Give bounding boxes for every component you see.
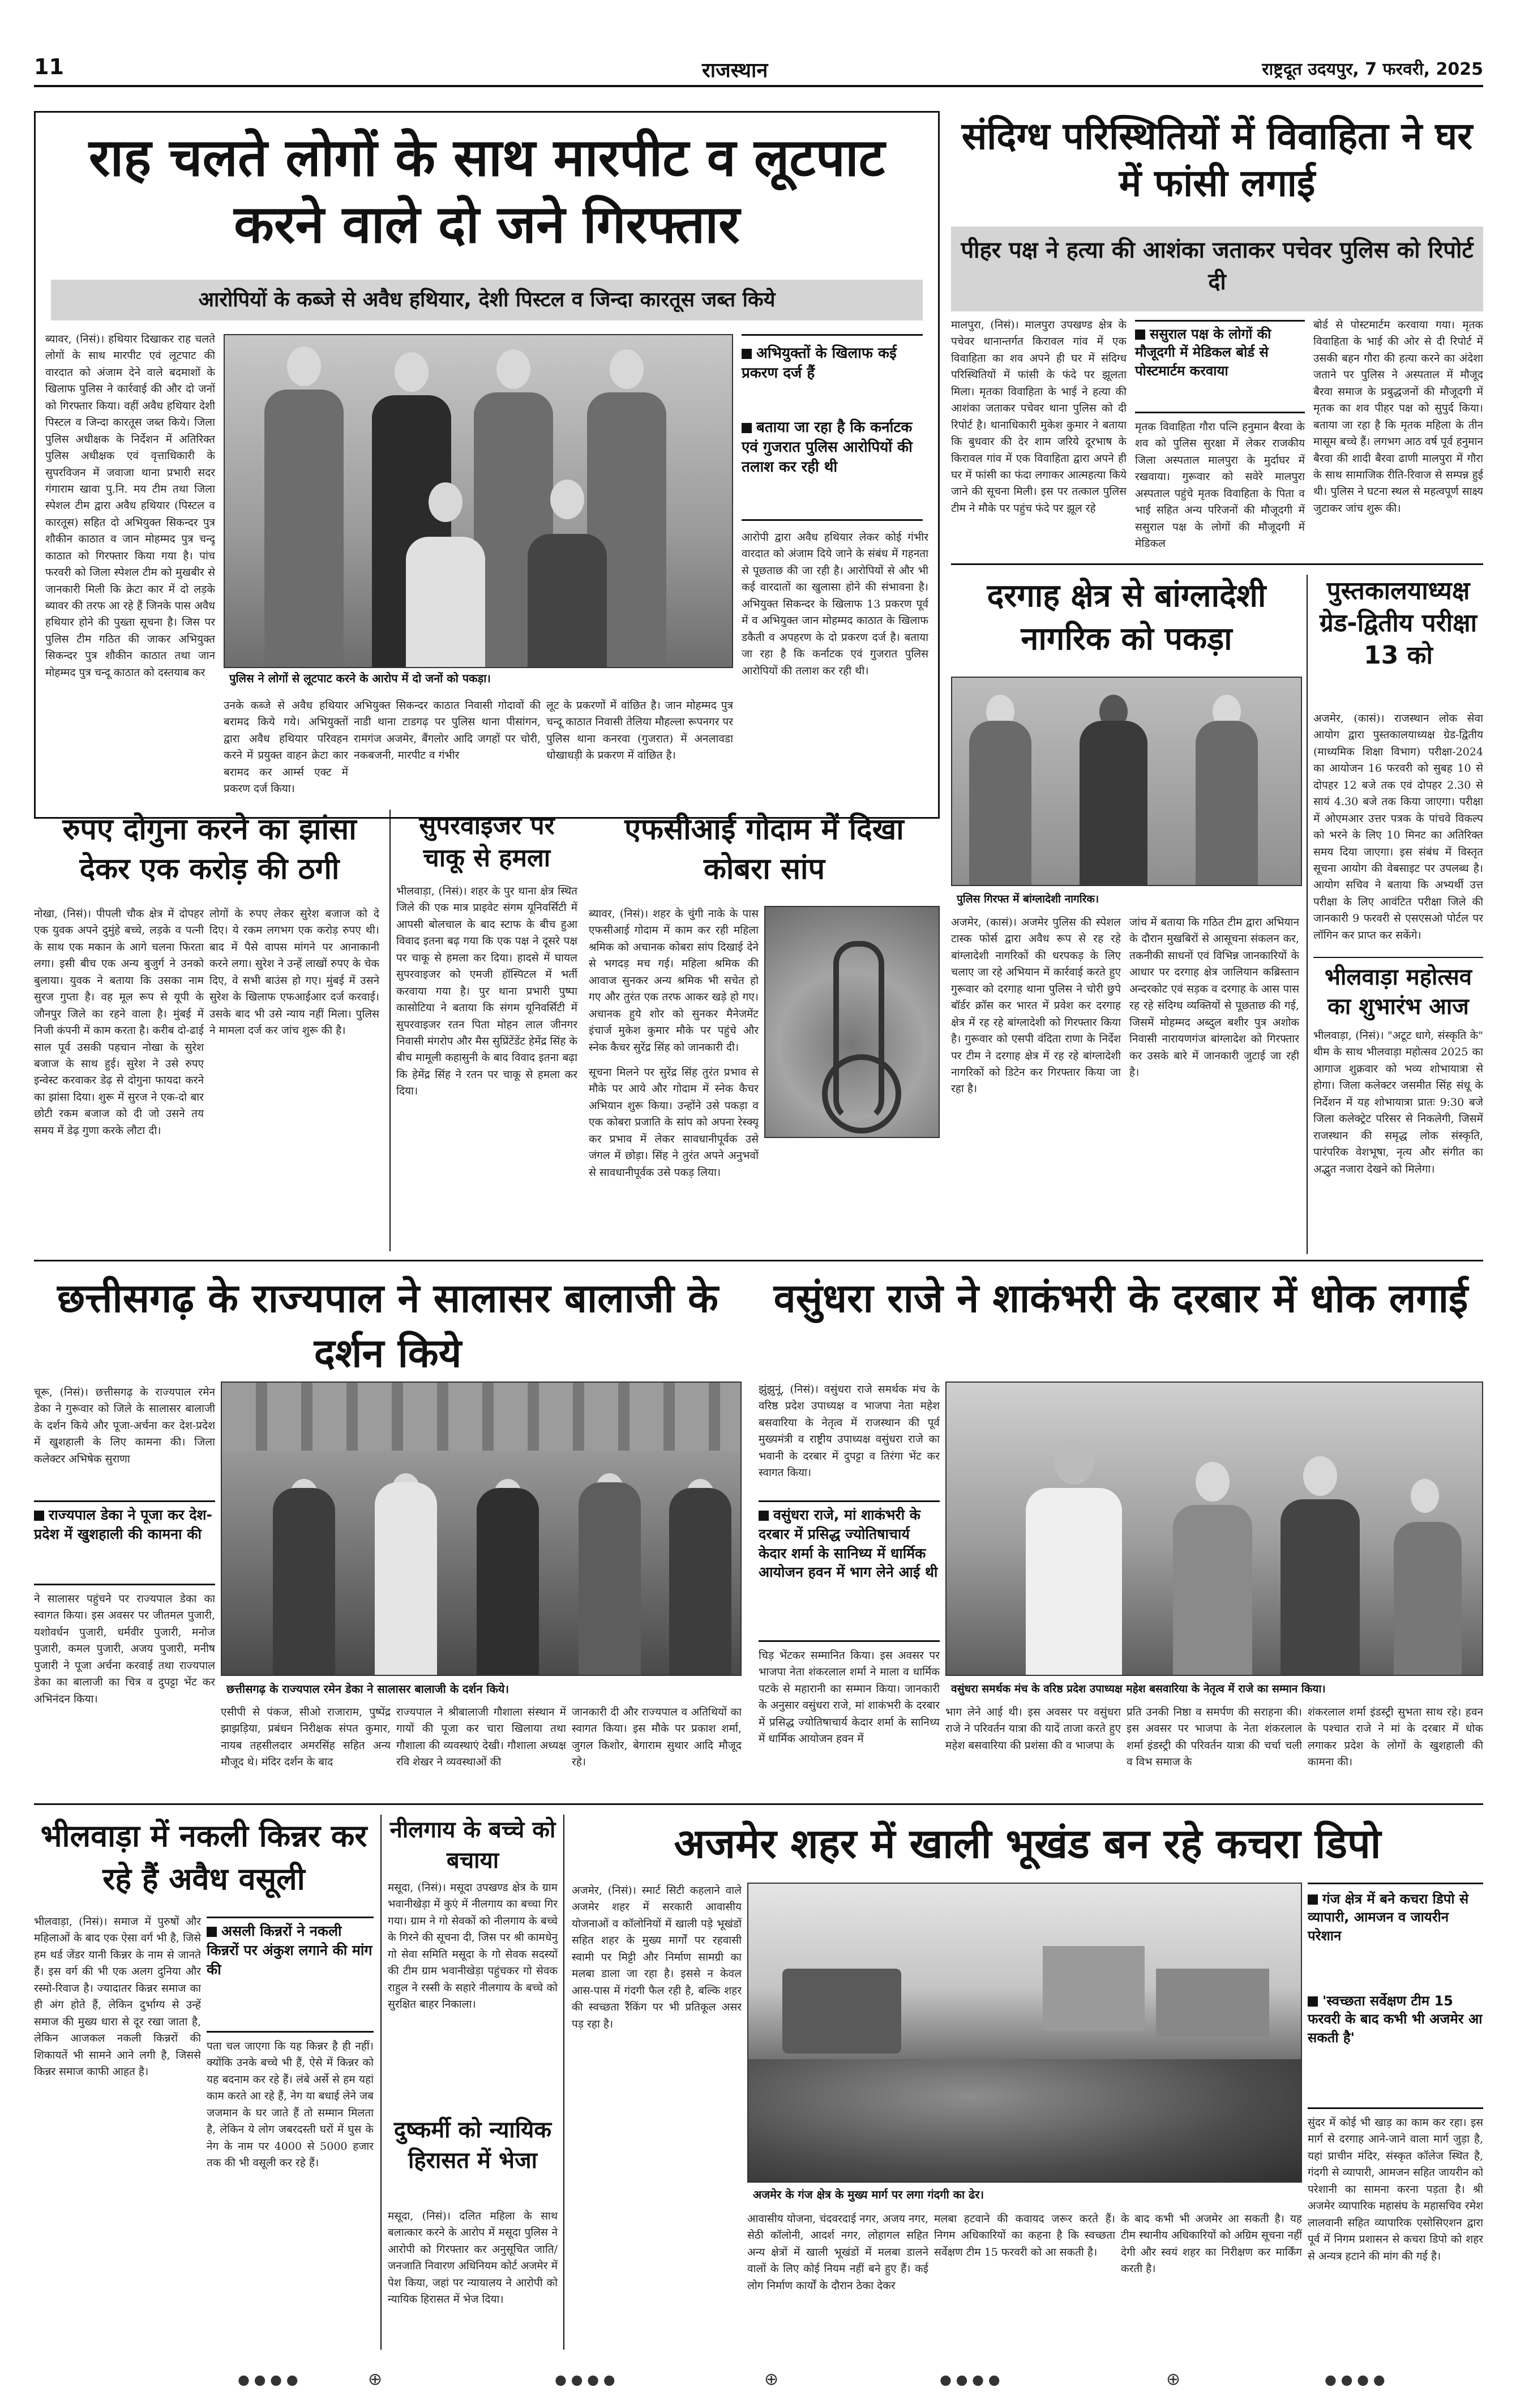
- story-supervisor-body: भीलवाड़ा, (निसं)। शहर के पुर थाना क्षेत्र स्थित जिले की एक मात्र प्राइवेट संगम यूनिवर्सिटी में आपसी बोलचाल के बाद स्टाफ के बीच हुआ विवाद इतना बढ़ गया कि एक पक्ष ने दूसरे पक्ष पर चाकू से हमला कर दिया। हादसे में घायल सुपरवाइजर को एमजी हॉस्पिटल में भर्ती करवाया गया है। पुर थाना प्रभारी पुष्पा कासोटिया ने बताया कि संगम यूनिवर्सिटी में सुपरवाइजर रतन पिता मोहन लाल जीनगर निवासी मंगरोप और मैस सुप्रिंटेंडेंट हेमेंद्र सिंह के बीच मामूली कहासुनी के बाद विवाद इतना बढ़ा कि हेमेंद्र सिंह ने रतन पर चाकू से हमला कर दिया।: [396, 885, 577, 1098]
- story-cobra-headline: एफसीआई गोदाम में दिखा कोबरा सांप: [624, 812, 904, 887]
- story-governor-photo: [221, 1382, 742, 1676]
- story-dargah-col2: जांच में बताया कि गठित टीम द्वारा अभियान के दौरान मुखबिरों से आसूचना संकलन कर, तकनीकी साधनों एवं विभिन्न जानकारियों के आधार पर दरगाह क्षेत्र जालियान कब्रिस्तान अन्दरकोट एवं सड़क व दरगाह के आस पास रह रहे संदिग्ध व्यक्तियों से पूछताछ की गई, जिसमें मोहम्मद अब्दुल बशीर पुत्र अशोक निवासी नारायणगंज बांग्लादेश को गिरफ्तार कर उसके बारे में जानकारी जुटाई जा रही है।: [1129, 916, 1299, 1079]
- story-suicide-col1: मालपुरा, (निसं)। मालपुरा उपखण्ड क्षेत्र के पचेवर थानान्तर्गत किरावल गांव में एक विवाहिता का शव अपने ही घर में संदिग्ध परिस्थितियों में फांसी के फंदे पर झूलता मिला। मृतका विवाहिता के भाई ने हत्या की आशंका जताकर पचेवर थाना पुलिस को दी रिपोर्ट है। थानाधिकारी मुकेश कुमार ने बताया कि बुधवार की देर शाम जरिये दूरभाष के किरावल गांव में एक विवाहिता द्वारा अपने ही घर में फांसी का फंदा लगाकर आत्महत्या किये जाने की सूचना मिली। इस पर तत्काल पुलिस टीम ने मौके पर पहुंच फंदे पर झूल रहे: [951, 319, 1127, 515]
- divider: [563, 1815, 564, 2350]
- story-robbery-note1: [742, 344, 923, 383]
- story-kinnar-col2: पता चल जाएगा कि यह किन्नर है ही नहीं। क्योंकि उनके बच्चे भी हैं, ऐसे में किन्नर को यह बदनाम कर रहे हैं। लंबे अर्से से हम यहां काम करते आ रहे हैं, नेग या बधाई लेने जब जजमान के घर जाते हैं तो सम्मान मिलता है, लेकिन ये लोग जबरदस्ती घरों में घुस के नेग के नाम पर 4000 से 5000 हजार तक की भी वसूली कर रहे हैं।: [207, 2040, 374, 2170]
- story-kinnar-col1: भीलवाड़ा, (निसं)। समाज में पुरुषों और महिलाओं के बाद एक ऐसा वर्ग भी है, जिसे हम थर्ड जेंडर यानी किन्नर के नाम से जानते हैं। इस वर्ग की भी एक अलग दुनिया और रस्मो-रिवाज है। ज्यादातर किन्नर समाज का ही अंग होते हैं, लेकिन दुर्भाग्य से उन्हें समाज की मुख्य धारा से दूर रखा जाता है, लेकिन आजकल नकली किन्नरों की शिकायतें भी सामने आने लगी है, जिससे किन्नर समाज काफी आहत है।: [34, 1915, 201, 2078]
- story-kinnar-note: [207, 1917, 374, 2033]
- story-librarian-body: अजमेर, (कासं)। राजस्थान लोक सेवा आयोग द्वारा पुस्तकालयाध्यक्ष ग्रेड-द्वितीय (माध्यमिक शिक्षा विभाग) परीक्षा-2024 का आयोजन 16 फरवरी को सुबह 10 से दोपहर 12 बजे तक एवं दोपहर 2.30 से सायं 4.30 बजे तक किया जाएगा। परीक्षा में ओएमआर उत्तर पत्रक के पांचवे विकल्प को भरने के लिए 10 मिनट का अतिरिक्त समय दिया जाएगा। इस संबंध में विस्तृत सूचना आयोग की वेबसाइट पर उपलब्ध है। आयोग सचिव ने बताया कि अभ्यर्थी उत्त परीक्षा के लिए आवंटित परीक्षा जिले की जानकारी 9 फरवरी से एसएसओ पोर्टल पर लॉगिन कर प्राप्त कर सकेंगे।: [1313, 712, 1483, 942]
- story-cobra-col1: ब्यावर, (निसं)। शहर के चुंगी नाके के पास एफसीआई गोदाम में काम कर रही महिला श्रमिक को अचानक कोबरा सांप दिखाई देने से भगदड़ मच गई। महिला श्रमिक की आवाज सुनकर अन्य श्रमिक भी सचेत हो गए और तुरंत एक तरफ आकर खड़े हो गए। अचानक हुये शोर को सुनकर मैनेजमेंट इंचार्ज मुकेश कुमार मौके पर पहुंचे और स्नेक कैचर सुरेंद्र सिंह को जानकारी दी।: [589, 908, 759, 1054]
- story-bhilwara-festival-body: भीलवाड़ा, (निसं)। "अटूट धागे, संस्कृति के" थीम के साथ भीलवाड़ा महोत्सव 2025 का आगाज शुक्रवार को भव्य शोभायात्रा से होगा। जिला कलेक्टर जसमीत सिंह संधू के निर्देशन में यह शोभायात्रा प्रातः 9:30 बजे जिला कलेक्ट्रेट परिसर से निकलेगी, जिसमें राजस्थान की समृद्ध लोक संस्कृति, पारंपरिक वेशभूषा, नृत्य और संगीत का अद्भुत नजारा देखने को मिलेगा।: [1313, 1029, 1483, 1175]
- divider: [1313, 957, 1483, 958]
- story-garbage-note2: [1308, 1992, 1483, 2047]
- story-vasundhara-col5: शंकरलाल शर्मा इंडस्ट्री सुभता साथ रहे। हवन के पश्चात राजे ने मां के दरबार में धोक लगाकर प्रदेश के लोगों के खुशहाली की कामना की।: [1308, 1706, 1483, 1769]
- bullet-icon: [207, 1927, 217, 1937]
- story-robbery-col5: आरोपी द्वारा अवैध हथियार लेकर कोई गंभीर वारदात को अंजाम दिये जाने के संबंध में गहनता से पूछताछ की जा रही है। आरोपियों से और भी कई वारदातों का खुलासा होने की संभावना है। अभियुक्त सिकन्दर के खिलाफ 13 प्रकरण पूर्व में व अभियुक्त जान मोहम्मद काठात के खिलाफ डकैती व अपहरण के दो प्रकरण दर्ज है। बताया जा रहा है कि कर्नाटक एवं गुजरात पुलिस आरोपियों की तलाश कर रही थी।: [742, 531, 928, 677]
- story-vasundhara-col4: प्रति उनकी निष्ठा व समर्पण की सराहना की। इस अवसर पर भाजपा के नेता शंकरलाल शर्मा इंडस्ट्री की परिवर्तन यात्रा की चर्चा चली व विभ समाज के: [1127, 1706, 1302, 1769]
- story-fraud-headline: रुपए दोगुना करने का झांसा देकर एक करोड़ की ठगी: [62, 812, 357, 887]
- story-supervisor-headline: सुपरवाइजर पर चाकू से हमला: [419, 811, 555, 873]
- story-vasundhara-photo: [945, 1382, 1483, 1676]
- bullet-icon: [759, 1511, 769, 1521]
- story-librarian-headline: पुस्तकालयाध्यक्ष ग्रेड-द्वितीय परीक्षा 13 को: [1320, 576, 1477, 670]
- story-cobra-photo: [764, 906, 940, 1138]
- story-dargah-photo-caption: पुलिस गिरफ्त में बांग्लादेशी नागरिक।: [951, 889, 1302, 909]
- story-robbery-col4: लूट के प्रकरणों में वांछित है। जान मोहम्मद पुत्र चन्दू काठात निवासी तेलिया मौहल्ला रूपनगर पर पुलिस थाना कनरवा (गुजरात) में अनलावडा धोखाधड़ी के प्रकरण में वांछित है।: [546, 699, 733, 762]
- story-suicide-col3: बोर्ड से पोस्टमार्टम करवाया गया। मृतक विवाहिता के भाई की ओर से दी रिपोर्ट में उसकी बहन गौरा की हत्या करने का अंदेशा जताने पर पुलिस ने अस्पताल में मौजूद बैरवा समाज के प्रबुद्धजनों की मौजूदगी में मृतक का शव पीहर पक्ष को सुपुर्द किया। बताया जा रहा है कि मृतक महिला के तीन मासूम बच्चे हैं। लगभग आठ वर्ष पूर्व हनुमान बैरवा की शादी बैरवा ढाणी मालपुरा में गौरा के साथ सामाजिक रीति-रिवाज से सम्पन्न हुई थी। पुलिस ने घटना स्थल से महत्वपूर्ण साक्ष्य जुटाकर जांच शुरू की।: [1313, 319, 1483, 515]
- section-name: राजस्थान: [702, 59, 768, 82]
- story-robbery-note2: [742, 418, 923, 477]
- footer-marks-left: ● ● ● ●: [238, 2372, 298, 2388]
- story-governor-col1: चूरू, (निसं)। छत्तीसगढ़ के राज्यपाल रमेन डेका ने गुरूवार को जिले के सालासर बालाजी के दर्शन किये और पूजा-अर्चना कर देश-प्रदेश में खुशहाली के लिए कामना की। जिला कलेक्टर अभिषेक सुराणा: [34, 1386, 215, 1465]
- edition-dateline: राष्ट्रदूत उदयपुर, 7 फरवरी, 2025: [1262, 59, 1483, 79]
- story-dargah-headline: दरगाह क्षेत्र से बांग्लादेशी नागरिक को पकड़ा: [987, 578, 1266, 657]
- story-vasundhara-headline: वसुंधरा राजे ने शाकंभरी के दरबार में धोक लगाई: [773, 1275, 1468, 1321]
- story-suicide-col2: मृतक विवाहिता गौरा पत्नि हनुमान बैरवा के शव को पुलिस सुरक्षा में लेकर राजकीय जिला अस्पताल मालपुरा के मुर्दाघर में रखवाया। गुरूवार को सवेरे मालपुरा अस्पताल पहुंचे मृतक विवाहिता के पिता व भाई सहित अन्य परिजनों की मौजूदगी में ससुराल पक्ष के लोगों की मौजूदगी में मेडिकल: [1135, 421, 1305, 550]
- crosshair-icon: ⊕: [1166, 2369, 1181, 2389]
- story-robbery-photo-caption: पुलिस ने लोगों से लूटपाट करने के आरोप में दो जनों को पकड़ा।: [224, 668, 733, 691]
- story-garbage-note2-text: 'स्वच्छता सर्वेक्षण टीम 15 फरवरी के बाद कभी भी अजमेर आ सकती है': [1308, 1993, 1483, 2046]
- story-vasundhara-col3: भाग लेने आई थी। इस अवसर पर वसुंधरा राजे ने परिवर्तन यात्रा की यादें ताजा करते हुए महेश बसवारिया की प्रशंसा की व भाजपा के: [945, 1706, 1121, 1752]
- story-governor-col2: ने सालासर पहुंचने पर राज्यपाल डेका का स्वागत किया। इस अवसर पर जीतमल पुजारी, यशोवर्धन पुजारी, धर्मवीर पुजारी, मनोज पुजारी, कमल पुजारी, अजय पुजारी, मनीष पुजारी ने पूजा अर्चना करवाई तथा राज्यपाल डेका का बालाजी का चित्र व दुपट्टा भेंट कर अभिनंदन किया।: [34, 1593, 215, 1705]
- story-dargah-photo: [951, 677, 1302, 886]
- story-robbery-col2: उनके कब्जे से अवैध हथियार बरामद किये गये। अभियुक्तों द्वारा अवैध हथियार परिवहन करने में प्रयुक्त वाहन क्रेटा कार बरामद कर आर्म्स एक्ट में प्रकरण दर्ज किया।: [224, 699, 348, 795]
- story-robbery-note1-text: अभियुक्तों के खिलाफ कई प्रकरण दर्ज हैं: [742, 345, 897, 382]
- footer-marks-far-right: ● ● ● ●: [1325, 2372, 1385, 2388]
- story-suicide-subhead: पीहर पक्ष ने हत्या की आशंका जताकर पचेवर पुलिस को रिपोर्ट दी: [951, 226, 1483, 311]
- bullet-icon: [34, 1511, 44, 1521]
- story-kinnar-headline: भीलवाड़ा में नकली किन्नर कर रहे हैं अवैध वसूली: [40, 1818, 367, 1897]
- story-garbage-col4: के बाद कभी भी अजमेर आ सकती है। यह टीम स्थानीय अधिकारियों को अग्रिम सूचना नहीं देगी और स्वयं शहर का निरीक्षण कर मार्किंग करती है।: [1121, 2213, 1302, 2276]
- story-vasundhara-note-text: वसुंधरा राजे, मां शाकंभरी के दरबार में प्रसिद्ध ज्योतिषाचार्य केदार शर्मा के सानिध्य में धार्मिक आयोजन हवन में भाग लेने आई थी: [759, 1507, 938, 1581]
- crosshair-icon: ⊕: [368, 2369, 383, 2389]
- story-robbery-subhead: आरोपियों के कब्जे से अवैध हथियार, देशी पिस्टल व जिन्दा कारतूस जब्त किये: [51, 280, 923, 320]
- story-garbage-col3: मलबा हटवाने की कवायद जरूर करते हैं। निगम अधिकारियों का कहना है कि स्वच्छता सर्वेक्षण टीम 15 फरवरी को आ सकती है।: [934, 2213, 1115, 2259]
- story-vasundhara-col1: झुंझुनूं, (निसं)। वसुंधरा राजे समर्थक मंच के वरिष्ठ प्रदेश उपाध्यक्ष व भाजपा नेता महेश बसवारिया के नेतृत्व में राजस्थान की पूर्व मुख्यमंत्री व राष्ट्रीय उपाध्यक्ष वसुंधरा राजे का भवानी के दरबार में दुपट्टा व तिरंगा भेंट कर स्वागत किया।: [759, 1383, 940, 1479]
- bullet-icon: [742, 349, 752, 359]
- story-cobra-col2: सूचना मिलने पर सुरेंद्र सिंह तुरंत प्रभाव से मौके पर आये और गोदाम में स्नेक कैचर अभियान शुरू किया। उन्होंने उसे पकड़ा व एक कोबरा प्रजाति के सांप को अपना रेस्क्यू कर प्रभाव में लेकर सावधानीपूर्वक उसे जंगल में छोड़ा। सिंह ने तुरंत अपने अनुभवों से सावधानीपूर्वक उसे पकड़ लिया।: [589, 1066, 759, 1179]
- story-garbage-headline: अजमेर शहर में खाली भूखंड बन रहे कचरा डिपो: [674, 1820, 1381, 1867]
- story-suicide-note-text: ससुराल पक्ष के लोगों की मौजूदगी में मेडिकल बोर्ड से पोस्टमार्टम करवाया: [1135, 326, 1271, 379]
- story-governor-col5: जानकारी दी और राज्यपाल व अतिथियों का स्वागत किया। इस मौके पर प्रकाश शर्मा, जुगल किशोर, बेगाराम सुथार आदि मौजूद रहे।: [572, 1706, 742, 1769]
- divider: [951, 563, 1483, 565]
- bullet-icon: [1308, 1894, 1318, 1905]
- divider: [34, 1260, 1483, 1261]
- story-robbery-photo: [224, 334, 733, 668]
- story-child-headline: नीलगाय के बच्चे को बचाया: [389, 1817, 556, 1874]
- story-dargah-col1: अजमेर, (कासं)। अजमेर पुलिस की स्पेशल टास्क फोर्स द्वारा अवैध रूप से रह रहे बांग्लादेशी नागरिकों की धरपकड़ के लिए चलाए जा रहे अभियान में कार्रवाई करते हुए गुरूवार को दरगाह थाना पुलिस ने चोरी छुपे बॉर्डर क्रॉस कर भारत में प्रवेश कर दरगाह क्षेत्र में रह रहे बांग्लादेशी को गिरफ्तार किया है। गुरूवार को एसपी वंदिता राणा के निर्देश पर टीम ने दरगाह क्षेत्र में रह रहे बांग्लादेशी नागरिकों को डिटेन कर गिरफ्तार किया जा रहा है।: [951, 916, 1121, 1096]
- story-custody-body: मसूदा, (निसं)। दलित महिला के साथ बलात्कार करने के आरोप में मसूदा पुलिस ने आरोपी को गिरफ्तार कर अनुसूचित जाति/जनजाति निवारण अधिनियम कोर्ट अजमेर में पेश किया, जहां पर न्यायालय ने आरोपी को न्यायिक हिरासत में भेज दिया।: [388, 2210, 558, 2306]
- story-bhilwara-festival-headline: भीलवाड़ा महोत्सव का शुभारंभ आज: [1324, 964, 1472, 1020]
- story-robbery-notes: [742, 334, 923, 521]
- story-suicide-note: [1135, 320, 1305, 413]
- story-governor-photo-caption: छत्तीसगढ़ के राज्यपाल रमेन डेका ने सालासर बालाजी के दर्शन किये।: [221, 1679, 742, 1700]
- page-number: 11: [34, 54, 64, 79]
- divider: [380, 1815, 382, 2350]
- story-garbage-note1-text: गंज क्षेत्र में बने कचरा डिपो से व्यापारी, आमजन व जायरीन परेशान: [1308, 1891, 1469, 1944]
- story-governor-col4: राज्यपाल ने श्रीबालाजी गौशाला संस्थान में गायों की पूजा कर चारा खिलाया तथा गौशाला की व्यवस्थाएं देखी। गौशाला अध्यक्ष रवि शेखर ने व्यवस्थाओं की: [396, 1706, 566, 1769]
- story-robbery-headline: राह चलते लोगों के साथ मारपीट व लूटपाट करने वाले दो जने गिरफ्तार: [88, 127, 885, 255]
- crosshair-icon: ⊕: [764, 2369, 779, 2389]
- story-garbage-note1: [1308, 1890, 1483, 1945]
- story-kinnar-note-text: असली किन्नरों ने नकली किन्नरों पर अंकुश लगाने की मांग की: [207, 1923, 372, 1978]
- story-garbage-photo-caption: अजमेर के गंज क्षेत्र के मुख्य मार्ग पर लगा गंदगी का ढेर।: [747, 2184, 1302, 2206]
- story-fraud-col2: लोगों के रुपए लेकर सुरेश बजाज को दे दिए। ये रकम लगभग एक करोड़ रुपए थी। बाद में पैसे वापस मांगने पर आनाकानी करने लगा। सुरेश ने उन्हें लाखों रुपए के चेक दिए, वे सभी बाउंस हो गए। मुंबई में उसने सुरेश के खिलाफ एफआईआर दर्ज करवाई। उसके बाद भी उसे न्याय नहीं मिला। पुलिस ने मामला दर्ज कर जांच शुरू की है।: [209, 908, 379, 1037]
- bullet-icon: [1308, 1996, 1318, 2007]
- story-garbage-col5: सुंदर में कोई भी खाड़ का काम कर रहा। इस मार्ग से दरगाह आने-जाने वाला मार्ग जुड़ा है, यहां प्राचीन मंदिर, संस्कृत कॉलेज स्थित है, गंदगी से व्यापारी, आमजन सहित जायरीन को परेशानी का सामना करना पड़ता है। श्री अजमेर व्यापारिक महासंघ के महासचिव रमेश लालवानी सहित व्यापारिक एसोसिएशन द्वारा पूर्व में निगम प्रशासन से कचरा डिपो को शहर से अन्यत्र हटाने की मांग की गई है।: [1308, 2116, 1483, 2262]
- story-vasundhara-note: [759, 1500, 940, 1642]
- footer-marks-center: ● ● ● ●: [555, 2372, 615, 2388]
- story-custody-headline: दुष्कर्मी को न्यायिक हिरासत में भेजा: [393, 2117, 552, 2174]
- story-garbage-notes: [1308, 1883, 1483, 2109]
- story-vasundhara-col2: चिड़ भेंटकर सम्मानित किया। इस अवसर पर भाजपा नेता शंकरलाल शर्मा ने माला व धार्मिक पटके से महारानी का सम्मान किया। जानकारी के अनुसार वसुंधरा राजे, मां शाकंभरी के दरबार में प्रसिद्ध ज्योतिषाचार्य केदार शर्मा के सानिध्य में धार्मिक आयोजन हवन में: [759, 1649, 940, 1746]
- story-robbery-note2-text: बताया जा रहा है कि कर्नाटक एवं गुजरात पुलिस आरोपियों की तलाश कर रही थी: [742, 419, 913, 476]
- story-governor-note: [34, 1500, 215, 1585]
- story-robbery-col1: ब्यावर, (निसं)। हथियार दिखाकर राह चलते लोगों के साथ मारपीट एवं लूटपाट की वारदात को अंजाम देने वाले बदमाशों के खिलाफ पुलिस ने कार्रवाई की और दो जनों को गिरफ्तार किया। वहीं अवैध हथियार देशी पिस्टल व जिन्दा कारतूस जब्त किये। जिला पुलिस अधीक्षक के निर्देशन में अतिरिक्त पुलिस अधीक्षक एवं वृत्ताधिकारी के सुपरविजन में जवाजा थाना प्रभारी सदर गंगाराम खावा पु.नि. मय टीम तथा जिला स्पेशल टीम द्वारा अवैध हथियार (पिस्टल व कारतूस) सहित दो अभियुक्त सिकन्दर पुत्र शौकीन काठात व जान मोहम्मद पुत्र चन्दू काठात को गिरफ्तार किया गया है। पांच फरवरी को जिला स्पेशल टीम को मुखबीर से जानकारी मिली कि क्रेटा कार में दो लड़के ब्यावर की तरफ आ रहे हैं जिनके पास अवैध हथियार होने की पुख्ता सूचना है। जिस पर पुलिस टीम गठित की जाकर अभियुक्त सिकन्दर पुत्र शौकीन काठात तथा जान मोहम्मद पुत्र चन्दू काठात को दस्तयाब कर: [45, 333, 215, 679]
- story-garbage-col1: अजमेर, (निसं)। स्मार्ट सिटी कहलाने वाले अजमेर शहर में सरकारी आवासीय योजनाओं व कॉलोनियों में खाली पड़े भूखंडों सहित शहर के मुख्य मार्गों पर रहवासी स्वामी पर मिट्टी और निर्माण सामग्री का मलबा डाला जा रहा है। इससे न केवल आस-पास में गंदगी फैल रही है, बल्कि शहर की स्वच्छता रैंकिंग पर भी प्रतिकूल असर पड़ रहा है।: [572, 1884, 742, 2030]
- story-child-body: मसूदा, (निसं)। मसूदा उपखण्ड क्षेत्र के ग्राम भवानीखेड़ा में कुएं में नीलगाय का बच्चा गिर गया। ग्राम ने गो सेवकों को नीलगाय के बच्चे के गिरने की सूचना दी, जिस पर श्री कामधेनु गो सेवा समिति मसूदा के गो सेवक सदस्यों की टीम ग्राम भवानीखेड़ा पहुंचकर गो सेवक राहुल ने रस्सी के सहारे नीलगाय के बच्चे को सुरक्षित बाहर निकाला।: [388, 1881, 558, 2011]
- story-garbage-photo: [747, 1883, 1302, 2183]
- bullet-icon: [742, 423, 752, 433]
- divider: [389, 810, 391, 1251]
- footer-registration-marks: [34, 2369, 1483, 2392]
- masthead: [34, 52, 1483, 87]
- story-suicide-headline: संदिग्ध परिस्थितियों में विवाहिता ने घर में फांसी लगाई: [961, 114, 1473, 205]
- footer-marks-right: ● ● ● ●: [940, 2372, 1000, 2388]
- story-governor-note-text: राज्यपाल डेका ने पूजा कर देश-प्रदेश में खुशहाली की कामना की: [34, 1507, 212, 1542]
- story-fraud-col1: नोखा, (निसं)। पीपली चौक क्षेत्र में दोपहर एक युवक अपने दुमुंहे बच्चे, लड़के व पत्नी के साथ एक मकान के आगे चलना फिरता लगा। इसी बीच एक अन्य बुजुर्ग ने उनको बुलाया। युवक ने बताया कि उसका नाम सुरज गुप्ता है। वह मूल रूप से यूपी के जौनपुर जिले का रहने वाला है। मुंबई में निजी कंपनी में काम करता है। करीब दो-ढाई साल पूर्व उसकी पहचान नोखा के सुरेश बजाज के साथ हुई। सुरेश ने उसे रुपए इन्वेस्ट करवाकर डेढ़ से दोगुना फायदा करने का झांसा दिया। शुरू में सुरज ने एक-दो बार छोटी रकम बजाज को दी जो उसने तय समय में डेढ़ गुणा करके लौटा दी।: [34, 908, 204, 1137]
- story-robbery-col3: अभियुक्त सिकन्दर काठात निवासी गोदावों की नाडी थाना टाडगढ़ पर पुलिस थाना पीसांगन, रामगंज अजमेर, बैंगलोर आदि जगहों पर चोरी, नकबजनी, मारपीट व गंभीर: [354, 699, 541, 762]
- story-governor-col3: एसीपी से पंकज, सीओ राजाराम, पुष्पेंद्र झाझड़िया, प्रबंधन निरीक्षक संपत कुमार, नायब तहसीलदार अमरसिंह सहित अन्य मौजूद थे। मंदिर दर्शन के बाद: [221, 1706, 391, 1769]
- story-vasundhara-photo-caption: वसुंधरा समर्थक मंच के वरिष्ठ प्रदेश उपाध्यक्ष महेश बसवारिया के नेतृत्व में राजे का सम्मान किया।: [945, 1679, 1483, 1700]
- story-governor-headline: छत्तीसगढ़ के राज्यपाल ने सालासर बालाजी के दर्शन किये: [57, 1275, 718, 1376]
- divider: [1307, 575, 1308, 1254]
- story-garbage-col2: आवासीय योजना, चंदवरदाई नगर, अजय नगर, सेठी कॉलोनी, आदर्श नगर, लोहागल सहित अन्य क्षेत्रों में खाली भूखंडों में मलबा डालने वालों के लिए कोई नियम नहीं बने हुए हैं। कई लोग निर्माण कार्यों के दौरान ठेका देकर: [747, 2213, 928, 2292]
- bullet-icon: [1135, 330, 1145, 340]
- divider: [34, 1803, 1483, 1805]
